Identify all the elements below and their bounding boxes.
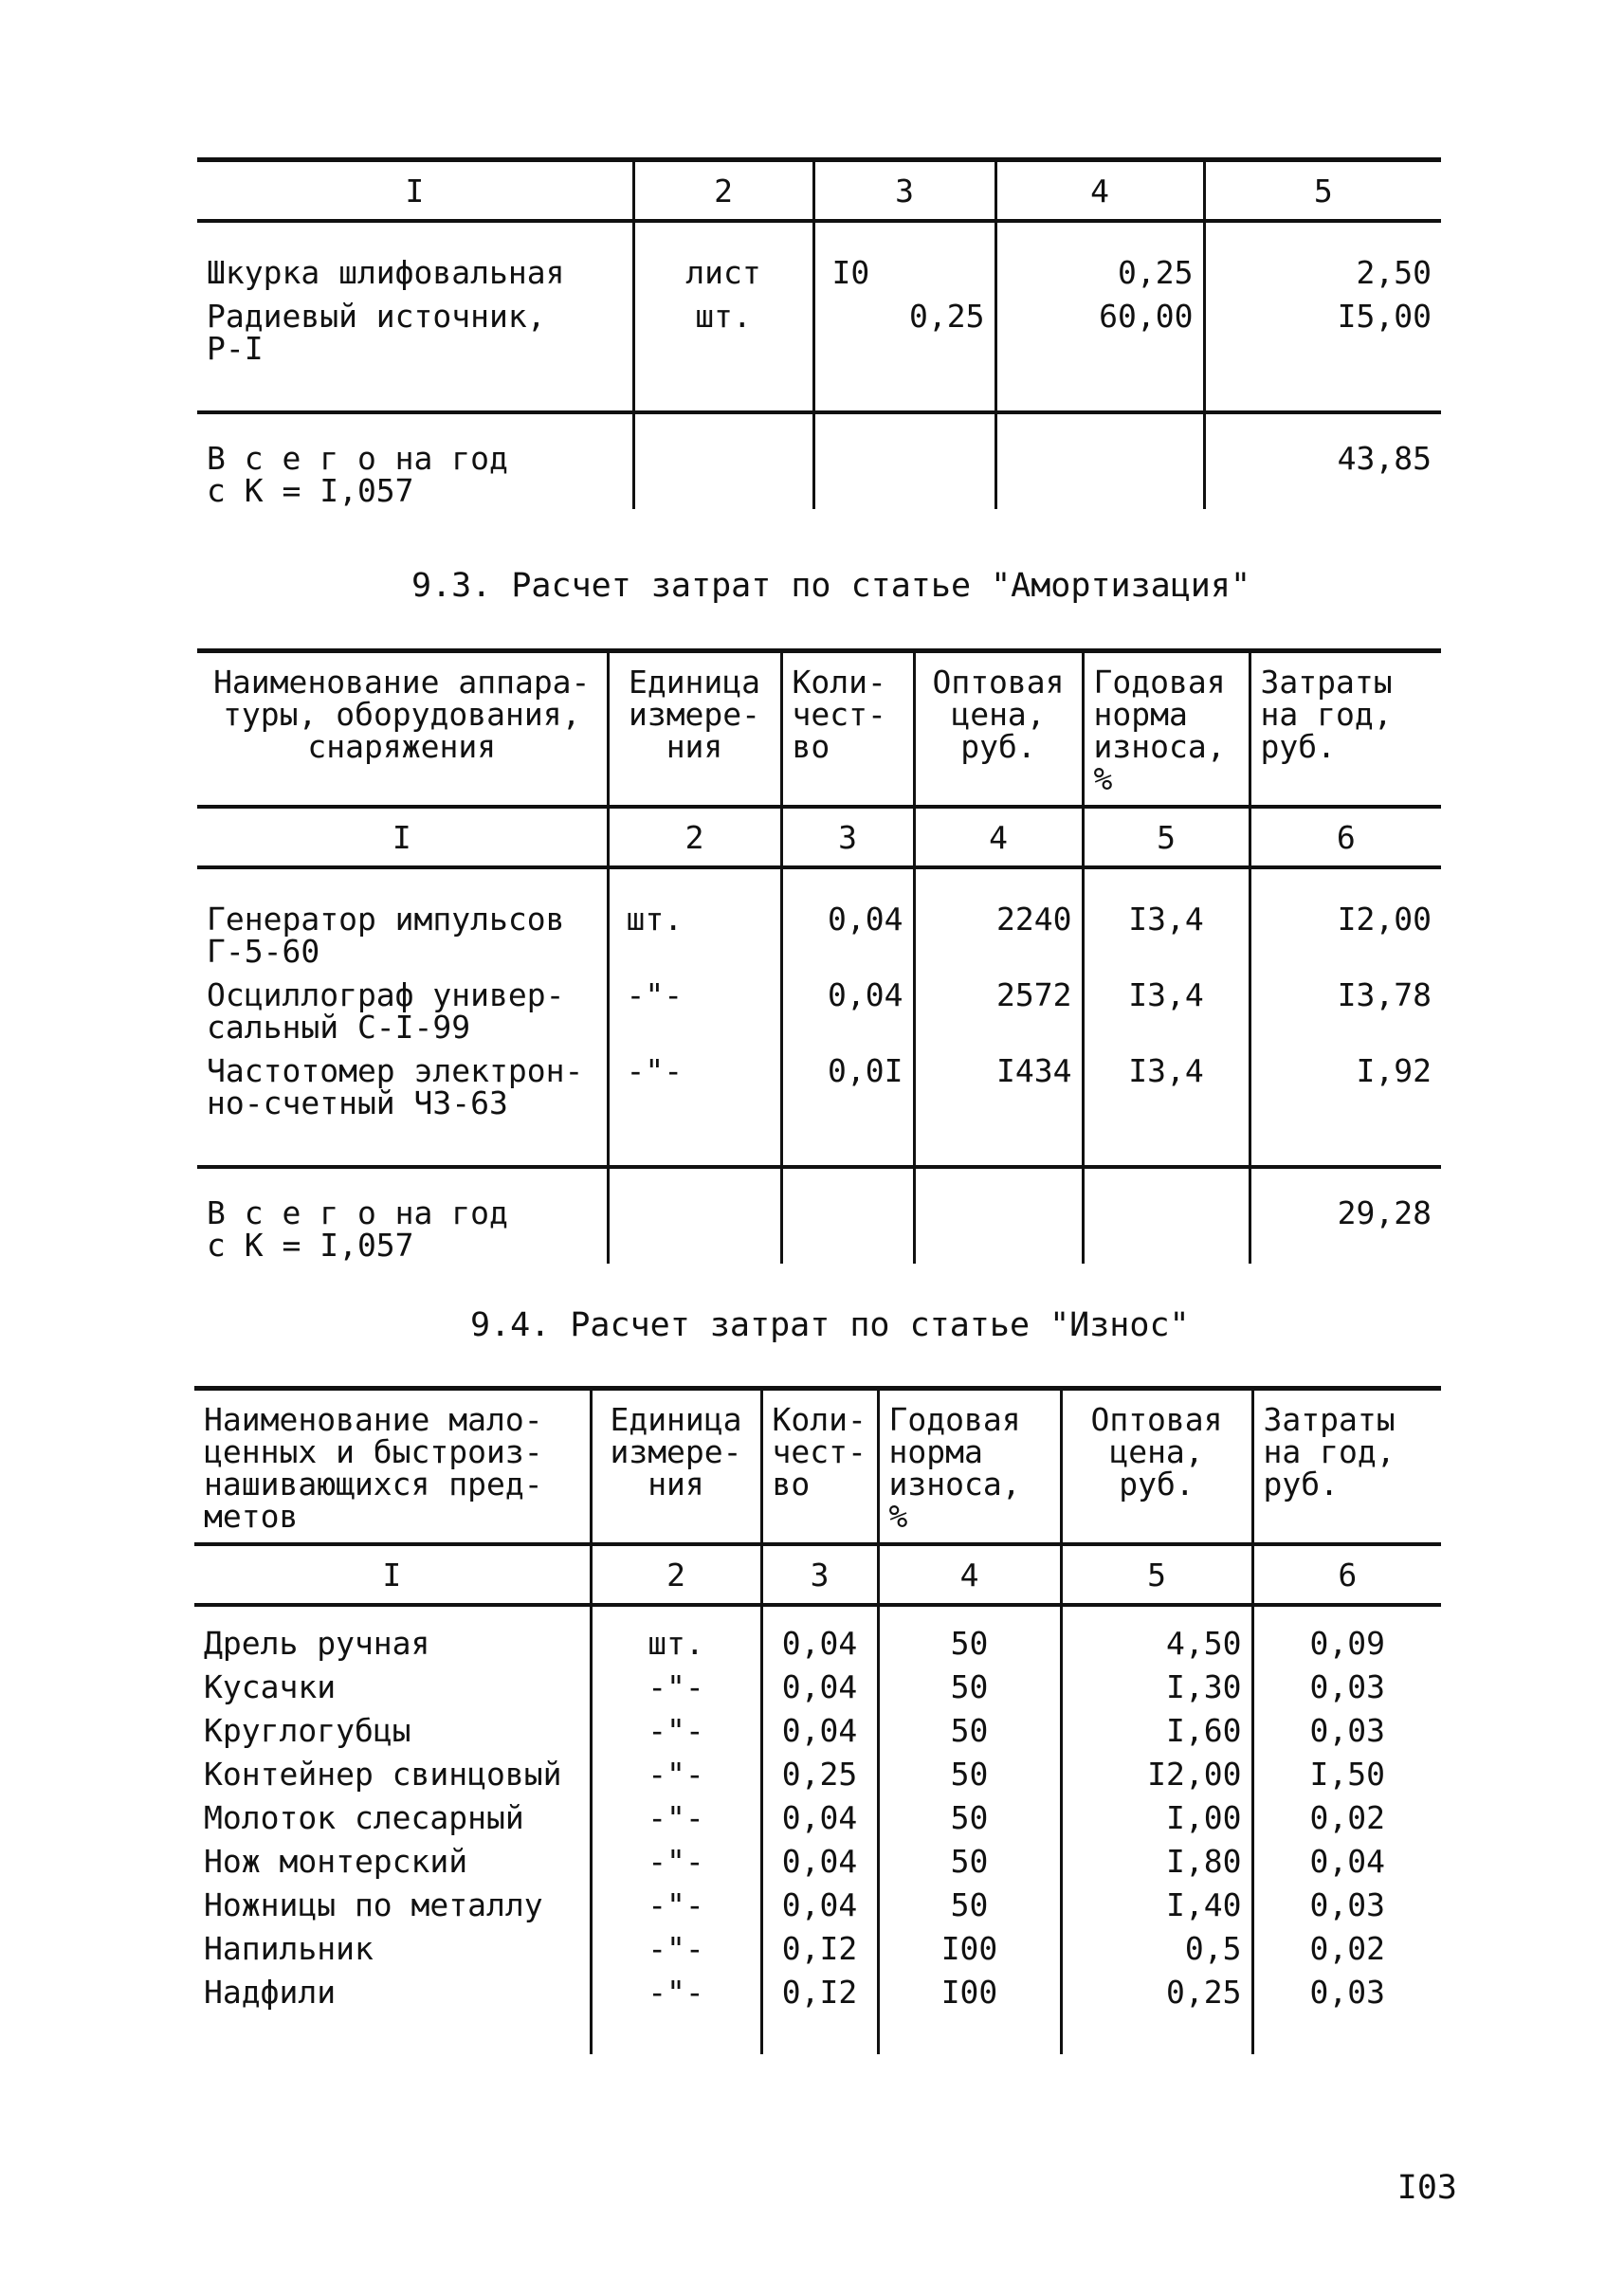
column-number: 2 [591,1544,761,1605]
item-cost: I,92 [1250,1055,1441,1167]
item-unit: шт. [608,867,781,979]
column-number: 6 [1252,1544,1441,1605]
item-unit: -"- [608,1055,781,1167]
column-header: Наименование мало- ценных и быстроиз- нашивающихся пред- метов [194,1389,591,1545]
item-price: 4,50 [1061,1605,1252,1671]
item-unit: шт. [591,1605,761,1671]
header-row [197,651,1441,808]
item-name: Генератор импульсов Г-5-60 [197,867,608,979]
column-header: Годовая норма износа, % [1083,651,1250,808]
table-row [197,221,1441,301]
column-header: Единица измере- ния [591,1389,761,1545]
item-unit: -"- [591,1671,761,1715]
item-quantity: 0,0I [781,1055,914,1167]
total-cost: 43,85 [1204,412,1441,509]
item-quantity: 0,04 [761,1889,878,1933]
item-quantity: 0,04 [761,1605,878,1671]
table-row [194,1802,1441,1846]
table-row [194,1976,1441,2054]
column-header: Оптовая цена, руб. [914,651,1083,808]
item-unit: -"- [591,1802,761,1846]
column-header: Наименование аппара- туры, оборудования, снаряжения [197,651,608,808]
item-name: Ножницы по металлу [194,1889,591,1933]
item-quantity: I0 [813,221,995,301]
header-row [194,1389,1441,1545]
item-cost: 0,03 [1252,1976,1441,2054]
item-quantity: 0,04 [781,979,914,1055]
item-rate: 50 [878,1802,1061,1846]
item-quantity: 0,04 [781,867,914,979]
item-quantity: 0,25 [813,301,995,412]
item-cost: 0,03 [1252,1889,1441,1933]
item-price: I,40 [1061,1889,1252,1933]
item-name: Контейнер свинцовый [194,1758,591,1802]
column-number: 3 [761,1544,878,1605]
item-cost: 0,02 [1252,1802,1441,1846]
item-name: Шкурка шлифовальная [197,221,633,301]
item-unit: лист [633,221,813,301]
item-unit: -"- [591,1933,761,1976]
column-number: 3 [781,807,914,867]
column-header: Затраты на год, руб. [1250,651,1441,808]
item-name: Радиевый источник, Р-I [197,301,633,412]
item-quantity: 0,04 [761,1715,878,1758]
column-number: I [194,1544,591,1605]
item-name: Кусачки [194,1671,591,1715]
table-row [194,1758,1441,1802]
page-number: I03 [1396,2169,1457,2207]
item-name: Напильник [194,1933,591,1976]
item-rate: I3,4 [1083,867,1250,979]
item-rate: 50 [878,1605,1061,1671]
item-unit: -"- [591,1758,761,1802]
item-cost: I5,00 [1204,301,1441,412]
item-quantity: 0,I2 [761,1933,878,1976]
total-row [197,412,1441,509]
table-row [197,867,1441,979]
table-row [194,1671,1441,1715]
item-quantity: 0,25 [761,1758,878,1802]
item-cost: I,50 [1252,1758,1441,1802]
column-header: Оптовая цена, руб. [1061,1389,1252,1545]
item-name: Молоток слесарный [194,1802,591,1846]
column-number: 2 [608,807,781,867]
item-rate: 50 [878,1758,1061,1802]
item-price: 60,00 [995,301,1204,412]
column-number: 3 [813,160,995,222]
section-title-amortization: 9.3. Расчет затрат по статье "Амортизация" [411,567,1251,605]
item-name: Нож монтерский [194,1846,591,1889]
column-number: I [197,160,633,222]
item-price: I,80 [1061,1846,1252,1889]
item-name: Дрель ручная [194,1605,591,1671]
total-label: В с е г о на год с К = I,057 [197,412,633,509]
item-rate: I3,4 [1083,979,1250,1055]
table-row [194,1605,1441,1671]
item-quantity: 0,04 [761,1802,878,1846]
item-price: 0,25 [1061,1976,1252,2054]
item-unit: -"- [608,979,781,1055]
item-rate: 50 [878,1889,1061,1933]
item-cost: 0,03 [1252,1671,1441,1715]
column-numbers-row [194,1544,1441,1605]
column-number: 4 [914,807,1083,867]
item-quantity: 0,04 [761,1671,878,1715]
table-row [194,1933,1441,1976]
item-rate: I00 [878,1933,1061,1976]
item-name: Надфили [194,1976,591,2054]
item-price: 2240 [914,867,1083,979]
item-price: I,30 [1061,1671,1252,1715]
item-price: I2,00 [1061,1758,1252,1802]
item-rate: I00 [878,1976,1061,2054]
item-name: Круглогубцы [194,1715,591,1758]
item-rate: 50 [878,1846,1061,1889]
column-number: 5 [1061,1544,1252,1605]
item-price: 0,25 [995,221,1204,301]
table-row [194,1889,1441,1933]
total-label: В с е г о на год с К = I,057 [197,1167,608,1264]
column-number: I [197,807,608,867]
item-cost: 0,04 [1252,1846,1441,1889]
amortization-table [197,648,1441,1264]
item-rate: I3,4 [1083,1055,1250,1167]
item-cost: 0,02 [1252,1933,1441,1976]
column-number: 6 [1250,807,1441,867]
materials-table [197,157,1441,509]
column-number: 4 [878,1544,1061,1605]
item-price: 0,5 [1061,1933,1252,1976]
column-header: Годовая норма износа, % [878,1389,1061,1545]
item-unit: -"- [591,1889,761,1933]
item-price: I,60 [1061,1715,1252,1758]
item-name: Осциллограф универ- сальный С-I-99 [197,979,608,1055]
item-cost: 0,09 [1252,1605,1441,1671]
column-number: 5 [1204,160,1441,222]
item-unit: -"- [591,1976,761,2054]
table-row [194,1715,1441,1758]
column-numbers-row [197,807,1441,867]
item-unit: шт. [633,301,813,412]
column-number: 2 [633,160,813,222]
item-cost: I3,78 [1250,979,1441,1055]
wear-table [194,1386,1441,2054]
table-row [197,979,1441,1055]
column-header: Единица измере- ния [608,651,781,808]
item-price: I,00 [1061,1802,1252,1846]
total-cost: 29,28 [1250,1167,1441,1264]
item-cost: 2,50 [1204,221,1441,301]
section-title-wear: 9.4. Расчет затрат по статье "Износ" [470,1306,1190,1344]
column-number: 5 [1083,807,1250,867]
item-quantity: 0,I2 [761,1976,878,2054]
item-cost: I2,00 [1250,867,1441,979]
item-price: I434 [914,1055,1083,1167]
table-row [197,1055,1441,1167]
column-header: Коли- чест- во [781,651,914,808]
column-numbers-row [197,160,1441,222]
item-unit: -"- [591,1715,761,1758]
table-row [197,301,1441,412]
item-quantity: 0,04 [761,1846,878,1889]
column-number: 4 [995,160,1204,222]
item-cost: 0,03 [1252,1715,1441,1758]
item-rate: 50 [878,1671,1061,1715]
column-header: Затраты на год, руб. [1252,1389,1441,1545]
item-unit: -"- [591,1846,761,1889]
table-row [194,1846,1441,1889]
item-name: Частотомер электрон- но-счетный ЧЗ-63 [197,1055,608,1167]
item-price: 2572 [914,979,1083,1055]
total-row [197,1167,1441,1264]
column-header: Коли- чест- во [761,1389,878,1545]
item-rate: 50 [878,1715,1061,1758]
